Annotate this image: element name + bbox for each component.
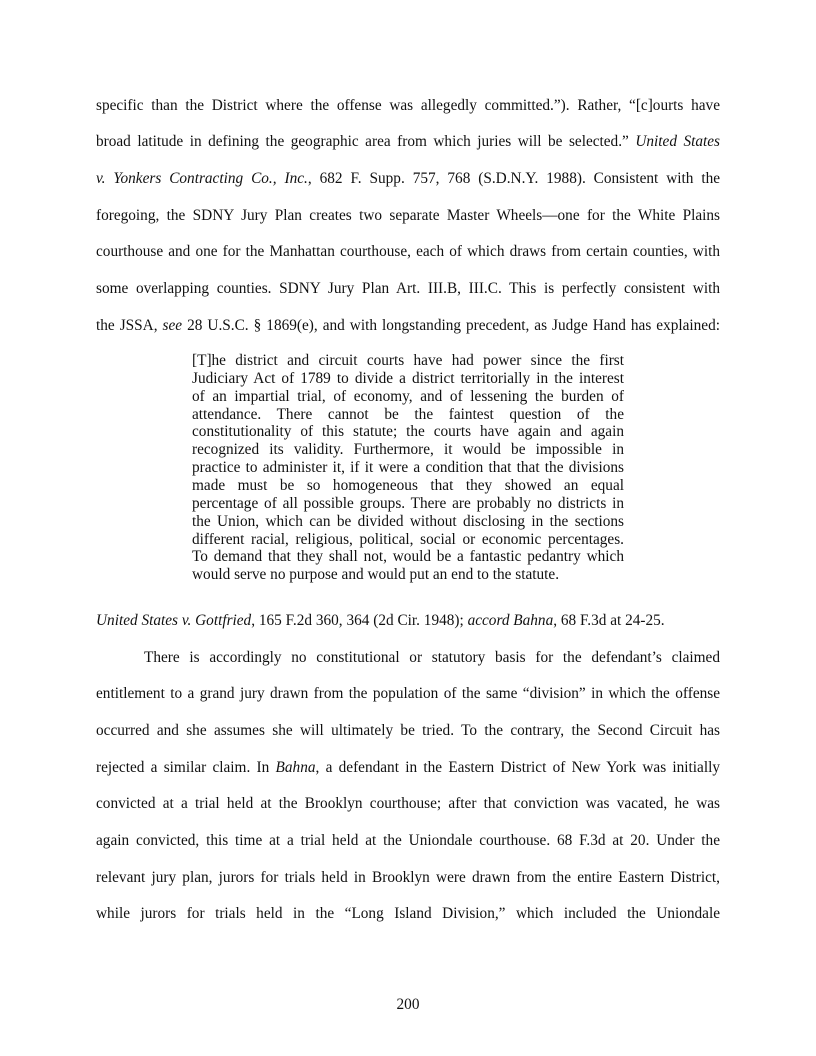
italic-text: see [162,317,183,334]
text-run: entitlement to a grand jury drawn from the population of the same “division” in which the offense [96,685,720,702]
italic-text: United States v. Gottfried [96,612,252,629]
page-number: 200 [396,996,420,1013]
text-run: relevant jury plan, jurors for trials held in Brooklyn were drawn from the entire Eastern District, [96,869,720,886]
body-line [96,279,720,299]
quote-line: would serve no purpose and would put an end to the statute. [192,566,560,584]
body-line [96,206,720,226]
quote-line: To demand that they shall not, would be a fantastic pedantry which [192,548,624,566]
text-run: foregoing, the SDNY Jury Plan creates two separate Master Wheels—one for the White Plains [96,207,720,224]
body-line [96,132,720,152]
text-run: , a defendant in the Eastern District of New York was initially [315,759,720,776]
text-run: occurred and she assumes she will ultimately be tried. To the contrary, the Second Circuit has [96,722,720,739]
body-line [96,242,720,262]
italic-text: United States [635,133,720,150]
quote-line: percentage of all possible groups. There are probably no districts in [192,494,624,512]
italic-text: Bahna [275,759,316,776]
text-run: the JSSA, [96,317,163,334]
text-run: 28 U.S.C. § 1869(e), and with longstanding precedent, as Judge Hand has explained: [182,317,720,334]
text-run: , 68 F.3d at 24-25. [553,612,665,629]
quote-line: recognized its validity. Furthermore, it would be impossible in [192,441,624,459]
body-line [96,831,720,851]
text-run: specific than the District where the offense was allegedly committed.”). Rather, “[c]ourts have [96,97,720,114]
body-line [96,721,720,741]
citation-text [96,611,720,631]
text-run: , 165 F.2d 360, 364 (2d Cir. 1948); [251,612,468,629]
text-run: while jurors for trials held in the “Long Island Division,” which included the Uniondale [96,905,720,922]
text-run: courthouse and one for the Manhattan courthouse, each of which draws from certain counties, with [96,243,720,260]
quote-line: practice to administer it, if it were a condition that that the divisions [192,459,624,477]
text-run: rejected a similar claim. In [96,759,276,776]
text-run: There is accordingly no constitutional or statutory basis for the defendant’s claimed [144,649,720,666]
text-run: broad latitude in defining the geographic area from which juries will be selected.” [96,133,636,150]
quote-line: constitutionality of this statute; the courts have again and again [192,423,624,441]
body-line [96,904,720,924]
body-line [96,868,720,888]
text-run: , 682 F. Supp. 757, 768 (S.D.N.Y. 1988). Consistent with the [307,170,721,187]
text-run: convicted at a trial held at the Brooklyn courthouse; after that conviction was vacated, he was [96,795,720,812]
body-line [96,96,720,116]
quote-line: of an impartial trial, of economy, and of lessening the burden of [192,387,624,405]
body-line [96,794,720,814]
text-run: again convicted, this time at a trial held at the Uniondale courthouse. 68 F.3d at 20. Under the [96,832,720,849]
quote-line: made must be so homogeneous that they showed an equal [192,476,624,494]
body-line [96,169,720,189]
quote-line: different racial, religious, political, social or economic percentages. [192,530,624,548]
quote-line: attendance. There cannot be the faintest question of the [192,405,624,423]
italic-text: v. Yonkers Contracting Co., Inc. [96,170,308,187]
quote-line: [T]he district and circuit courts have had power since the first [192,352,624,369]
quote-line: the Union, which can be divided without disclosing in the sections [192,512,624,530]
text-run: some overlapping counties. SDNY Jury Plan Art. III.B, III.C. This is perfectly consistent with [96,280,720,297]
italic-text: accord Bahna [467,612,554,629]
body-line [96,758,720,778]
body-line [96,684,720,704]
body-line [144,648,720,668]
quote-line: Judiciary Act of 1789 to divide a district territorially in the interest [192,369,624,387]
body-line [96,316,720,336]
